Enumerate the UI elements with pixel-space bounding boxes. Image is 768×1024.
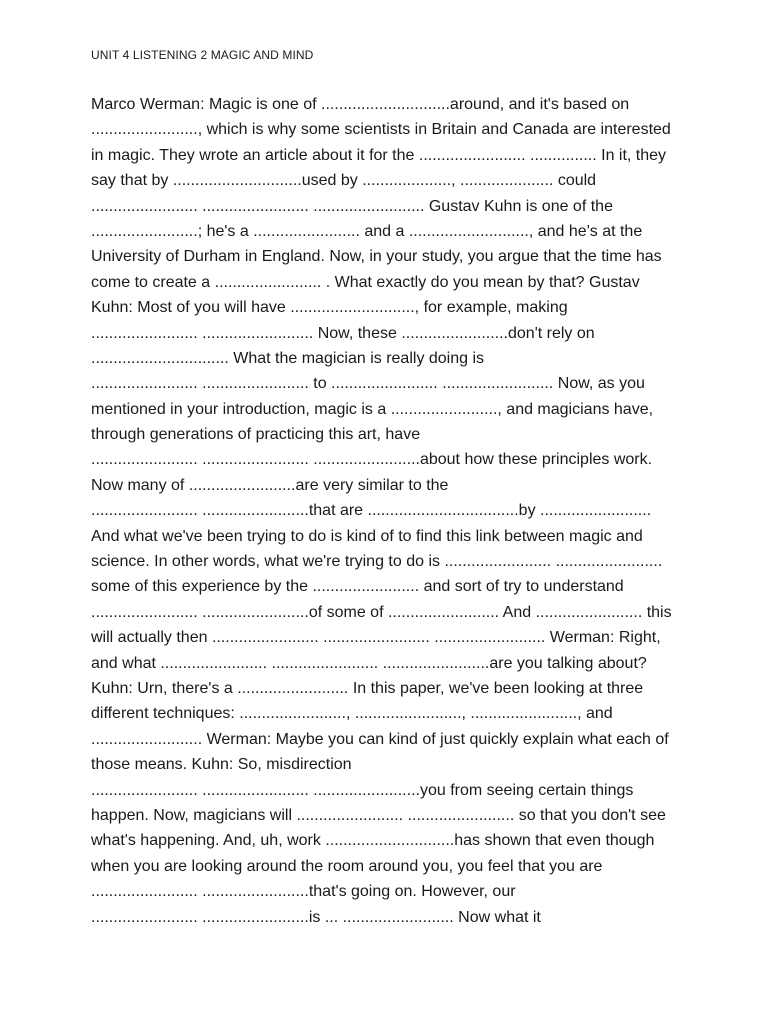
text-line: ......................... Werman: Maybe you can kind of just quickly explain what each of bbox=[91, 730, 669, 748]
text-line: Kuhn: Urn, there's a ......................... In this paper, we've been looking at three bbox=[91, 679, 644, 697]
text-line: ........................ ........................that's going on. However, our bbox=[91, 883, 516, 901]
text-line: And what we've been trying to do is kind of to find this link between magic and bbox=[91, 527, 643, 545]
text-line: ........................; he's a ........................ and a ..........................., and he's at the bbox=[91, 222, 643, 240]
document-header: UNIT 4 LISTENING 2 MAGIC AND MIND bbox=[91, 48, 314, 62]
text-line: come to create a ........................ . What exactly do you mean by that? Gustav bbox=[91, 273, 640, 291]
text-line: ........................ ........................ ......................... Gustav Kuhn is one of the bbox=[91, 197, 613, 215]
text-line: science. In other words, what we're trying to do is ........................ ........................ bbox=[91, 553, 663, 571]
text-line: what's happening. And, uh, work .............................has shown that even though bbox=[91, 832, 655, 850]
text-line: through generations of practicing this art, have bbox=[91, 426, 421, 444]
text-line: different techniques: ........................, ........................, ........................, and bbox=[91, 705, 613, 723]
text-line: in magic. They wrote an article about it for the ........................ ............... In it, they bbox=[91, 146, 667, 164]
text-line: ........................ ........................ ........................you from seeing certain things bbox=[91, 781, 634, 799]
text-line: ........................, which is why some scientists in Britain and Canada are interested bbox=[91, 121, 671, 139]
text-line: Now many of ........................are very similar to the bbox=[91, 476, 449, 494]
text-line: those means. Kuhn: So, misdirection bbox=[91, 756, 352, 774]
text-line: ........................ ........................of some of ......................... And ........................ this bbox=[91, 603, 672, 621]
text-line: some of this experience by the ........................ and sort of try to understand bbox=[91, 578, 624, 596]
text-line: University of Durham in England. Now, in your study, you argue that the time has bbox=[91, 248, 662, 266]
text-line: ........................ ........................that are ..................................by ......................... bbox=[91, 502, 652, 520]
text-line: will actually then ........................ ........................ ......................... Werman: Right, bbox=[91, 629, 661, 647]
text-line: ........................ ........................ ........................about how these principles work. bbox=[91, 451, 653, 469]
text-line: Kuhn: Most of you will have ............................, for example, making bbox=[91, 299, 568, 317]
text-line: ........................ ........................is ... ......................... Now what it bbox=[91, 908, 541, 926]
text-line: ........................ ........................ to ........................ ......................... Now, as you bbox=[91, 375, 645, 393]
text-line: mentioned in your introduction, magic is a ........................, and magicians have, bbox=[91, 400, 654, 418]
text-line: say that by .............................used by ...................., ..................... could bbox=[91, 172, 597, 190]
text-line: when you are looking around the room around you, you feel that you are bbox=[91, 857, 603, 875]
text-line: Marco Werman: Magic is one of .............................around, and it's based on bbox=[91, 96, 630, 113]
text-line: ............................... What the magician is really doing is bbox=[91, 349, 485, 367]
text-line: ........................ ......................... Now, these ........................don't rely on bbox=[91, 324, 595, 342]
document-body bbox=[91, 92, 691, 930]
text-line: and what ........................ ........................ ........................are you talking about? bbox=[91, 654, 647, 672]
text-line: happen. Now, magicians will ........................ ........................ so that you don't see bbox=[91, 806, 666, 824]
